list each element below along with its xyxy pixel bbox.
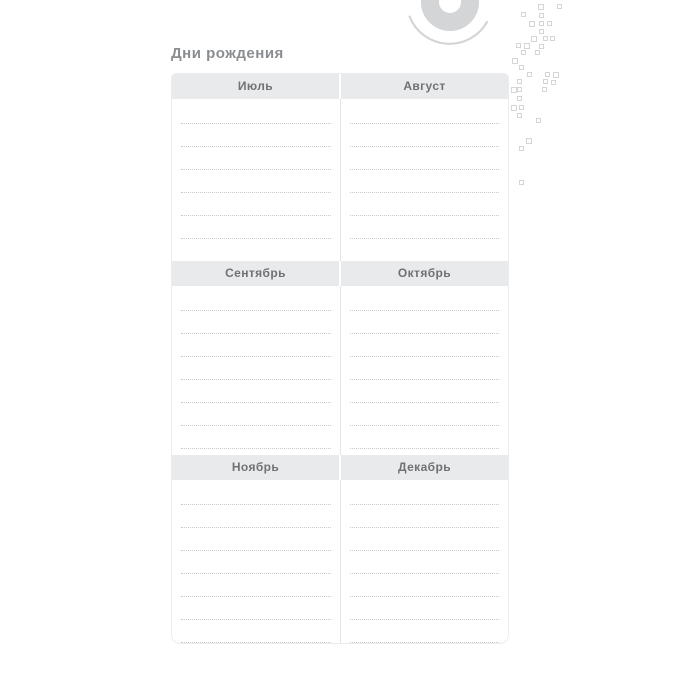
ruled-line xyxy=(350,426,500,449)
ruled-line xyxy=(181,357,331,380)
ruled-line xyxy=(181,380,331,403)
decor-square xyxy=(536,118,541,123)
entry-cell-july xyxy=(172,99,340,261)
decor-square xyxy=(535,50,540,55)
decor-square xyxy=(557,4,562,9)
ruled-line xyxy=(181,288,331,311)
donut-logo-icon xyxy=(400,0,500,48)
decor-square xyxy=(538,4,544,10)
month-section-sep-oct xyxy=(172,261,508,455)
page-title: Дни рождения xyxy=(171,45,284,62)
decor-square xyxy=(519,146,524,151)
decor-square xyxy=(543,36,548,41)
ruled-line xyxy=(181,505,331,528)
decor-square xyxy=(521,50,526,55)
month-header-row xyxy=(172,261,508,286)
ruled-line xyxy=(350,574,500,597)
month-header-september: Сентябрь xyxy=(172,261,339,286)
ruled-line xyxy=(350,288,500,311)
ruled-line xyxy=(350,216,500,239)
decor-square xyxy=(542,87,547,92)
ruled-line xyxy=(350,193,500,216)
ruled-line xyxy=(350,482,500,505)
ruled-line xyxy=(181,528,331,551)
decor-square xyxy=(527,72,532,77)
ruled-line xyxy=(350,380,500,403)
entry-cell-december xyxy=(340,480,509,643)
decor-square xyxy=(543,79,548,84)
month-section-jul-aug xyxy=(172,74,508,261)
decor-square xyxy=(531,36,537,42)
ruled-line xyxy=(350,311,500,334)
decor-square xyxy=(526,138,532,144)
ruled-line xyxy=(350,597,500,620)
month-body-row xyxy=(172,480,508,643)
ruled-line xyxy=(181,482,331,505)
month-header-november: Ноябрь xyxy=(172,455,339,480)
decor-square xyxy=(519,65,524,70)
decor-square xyxy=(539,29,544,34)
entry-cell-september xyxy=(172,286,340,455)
ruled-line xyxy=(181,597,331,620)
ruled-line xyxy=(181,124,331,147)
entry-cell-november xyxy=(172,480,340,643)
ruled-line xyxy=(181,620,331,643)
ruled-line xyxy=(181,170,331,193)
decor-square xyxy=(517,96,522,101)
ruled-line xyxy=(181,403,331,426)
ruled-line xyxy=(350,403,500,426)
decor-square xyxy=(511,87,517,93)
decor-square xyxy=(539,21,544,26)
decor-square xyxy=(519,180,524,185)
ruled-line xyxy=(350,170,500,193)
ruled-line xyxy=(181,193,331,216)
decor-square xyxy=(550,36,555,41)
decor-square xyxy=(539,44,544,49)
ruled-line xyxy=(181,216,331,239)
month-header-july: Июль xyxy=(172,74,339,99)
decor-square xyxy=(524,43,530,49)
month-header-row xyxy=(172,74,508,99)
ruled-line xyxy=(350,334,500,357)
ruled-line xyxy=(181,311,331,334)
decor-square xyxy=(553,72,559,78)
decor-square xyxy=(545,72,550,77)
month-body-row xyxy=(172,286,508,455)
ruled-line xyxy=(350,357,500,380)
month-section-nov-dec xyxy=(172,455,508,643)
ruled-line xyxy=(181,239,331,261)
decor-square xyxy=(517,79,522,84)
ruled-line xyxy=(350,101,500,124)
month-header-october: Октябрь xyxy=(341,261,508,286)
month-header-row xyxy=(172,455,508,480)
decor-square xyxy=(539,13,544,18)
decor-square xyxy=(529,21,535,27)
decor-square xyxy=(516,43,521,48)
ruled-line xyxy=(350,124,500,147)
ruled-line xyxy=(350,528,500,551)
decor-square xyxy=(547,21,552,26)
ruled-line xyxy=(181,147,331,170)
ruled-line xyxy=(350,147,500,170)
decor-square xyxy=(517,113,522,118)
ruled-line xyxy=(181,334,331,357)
month-header-august: Август xyxy=(341,74,508,99)
ruled-line xyxy=(350,505,500,528)
ruled-line xyxy=(181,426,331,449)
decor-square xyxy=(511,105,517,111)
decor-square xyxy=(551,80,556,85)
decor-square xyxy=(519,105,524,110)
decor-square xyxy=(512,58,518,64)
ruled-line xyxy=(350,239,500,261)
ruled-line xyxy=(350,620,500,643)
entry-cell-august xyxy=(340,99,509,261)
decor-square xyxy=(517,87,522,92)
entry-cell-october xyxy=(340,286,509,455)
month-header-december: Декабрь xyxy=(341,455,508,480)
birthdays-table xyxy=(171,73,509,644)
ruled-line xyxy=(181,574,331,597)
ruled-line xyxy=(181,101,331,124)
ruled-line xyxy=(350,551,500,574)
ruled-line xyxy=(181,551,331,574)
decor-square xyxy=(521,12,526,17)
month-body-row xyxy=(172,99,508,261)
